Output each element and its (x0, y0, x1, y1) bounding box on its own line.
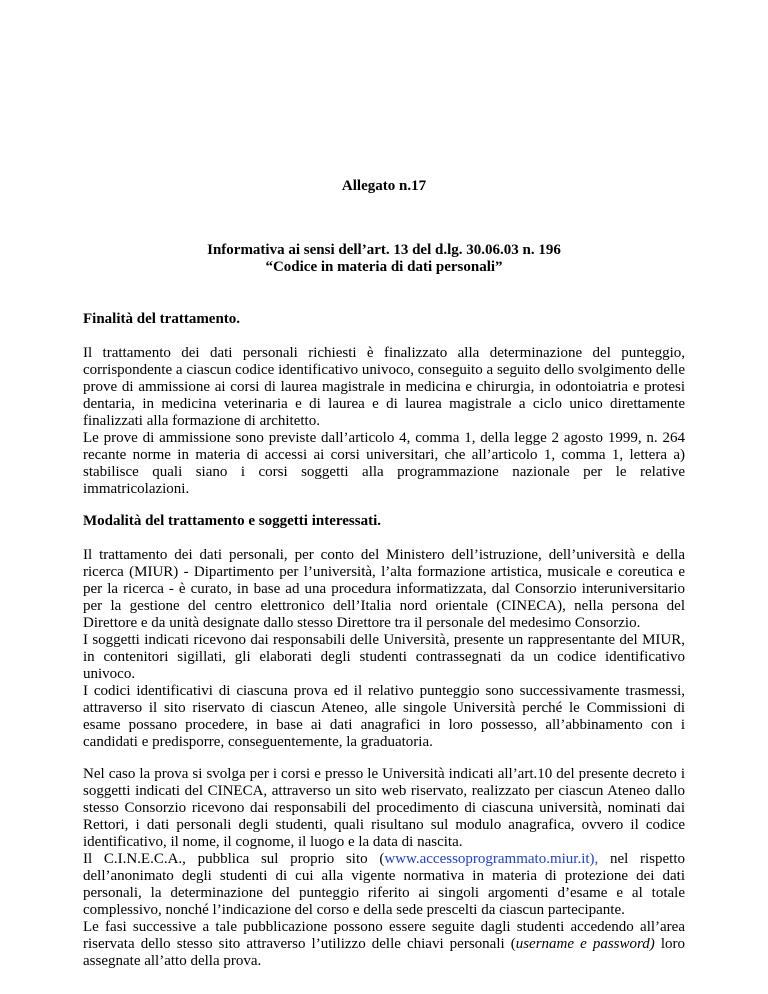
document-title (83, 242, 685, 276)
paragraph: Le prove di ammissione sono previste dall’articolo 4, comma 1, della legge 2 agosto 1999, n. 264 recante norme in materia di accessi ai corsi universitari, che all’articolo 1, comma 1, lettera a) stabilisce quali siano i corsi soggetti alla programmazione nazionale per le relative immatricolazioni. (83, 430, 685, 497)
paragraph: Il trattamento dei dati personali, per conto del Ministero dell’istruzione, dell’università e della ricerca (MIUR) - Dipartimento per l’università, l’alta formazione artistica, musicale e coreutica e per la ricerca - è curato, in base ad una procedura informatizzata, dal Consorzio interuniversitario per la gestione del centro elettronico dell’Italia nord orientale (CINECA), nella persona del Direttore e da unità designate dallo stesso Direttore tra il personale del medesimo Consorzio. (83, 547, 685, 631)
title-line-1: Informativa ai sensi dell’art. 13 del d.lg. 30.06.03 n. 196 (207, 242, 561, 258)
paragraph: I codici identificativi di ciascuna prova ed il relativo punteggio sono successivamente trasmessi, attraverso il sito riservato di ciascun Ateneo, alle singole Università perché le Commissioni di esame possano procedere, in base ai dati anagrafici in loro possesso, all’abbinamento con i candidati e predisporre, conseguentemente, la graduatoria. (83, 683, 685, 750)
website-link[interactable]: www.accessoprogrammato.miur.it), (384, 851, 599, 867)
text-span: Il C.I.N.E.C.A., pubblica sul proprio sito ( (83, 851, 385, 867)
paragraph (83, 919, 685, 970)
paragraph: Nel caso la prova si svolga per i corsi e presso le Università indicati all’art.10 del presente decreto i soggetti indicati del CINECA, attraverso un sito web riservato, realizzato per ciascun Ateneo dallo stesso Consorzio ricevono dai responsabili del procedimento di ciascuna università, nominati dai Rettori, i dati personali degli studenti, quali risultano sul modulo anagrafica, ovvero il codice identificativo, il nome, il cognome, il luogo e la data di nascita. (83, 766, 685, 850)
paragraph: Il trattamento dei dati personali richiesti è finalizzato alla determinazione del punteggio, corrispondente a ciascun codice identificativo univoco, conseguito a seguito dello svolgimento delle prove di ammissione ai corsi di laurea magistrale in medicina e chirurgia, in odontoiatria e protesi dentaria, in medicina veterinaria e di laurea e di laurea magistrale a ciclo unico direttamente finalizzati alla formazione di architetto. (83, 345, 685, 429)
section-heading-methods: Modalità del trattamento e soggetti interessati. (83, 513, 381, 529)
section-heading-purpose: Finalità del trattamento. (83, 311, 241, 327)
text-span: nel rispetto dell’anonimato degli studenti di cui alla vigente normativa in materia di protezione dei dati personali, la determinazione del punteggio riferito ai singoli argomenti d’esame e al totale complessivo, nonché l’indicazione del corso e della sede prescelti da ciascun partecipante. (83, 851, 685, 918)
title-line-2: “Codice in materia di dati personali” (265, 259, 503, 275)
credentials-term: username e password) (515, 936, 655, 952)
paragraph (83, 851, 685, 919)
paragraph: I soggetti indicati ricevono dai responsabili delle Università, presente un rappresentante del MIUR, in contenitori sigillati, gli elaborati degli studenti contrassegnati da un codice identificativo univoco. (83, 632, 685, 682)
text-span: Le fasi successive a tale pubblicazione possono essere seguite dagli studenti accedendo all’area riservata dello stesso sito attraverso l’utilizzo delle chiavi personali ( (83, 919, 685, 952)
text-span: loro assegnate all’atto della prova. (83, 936, 686, 969)
attachment-heading: Allegato n.17 (341, 178, 427, 194)
